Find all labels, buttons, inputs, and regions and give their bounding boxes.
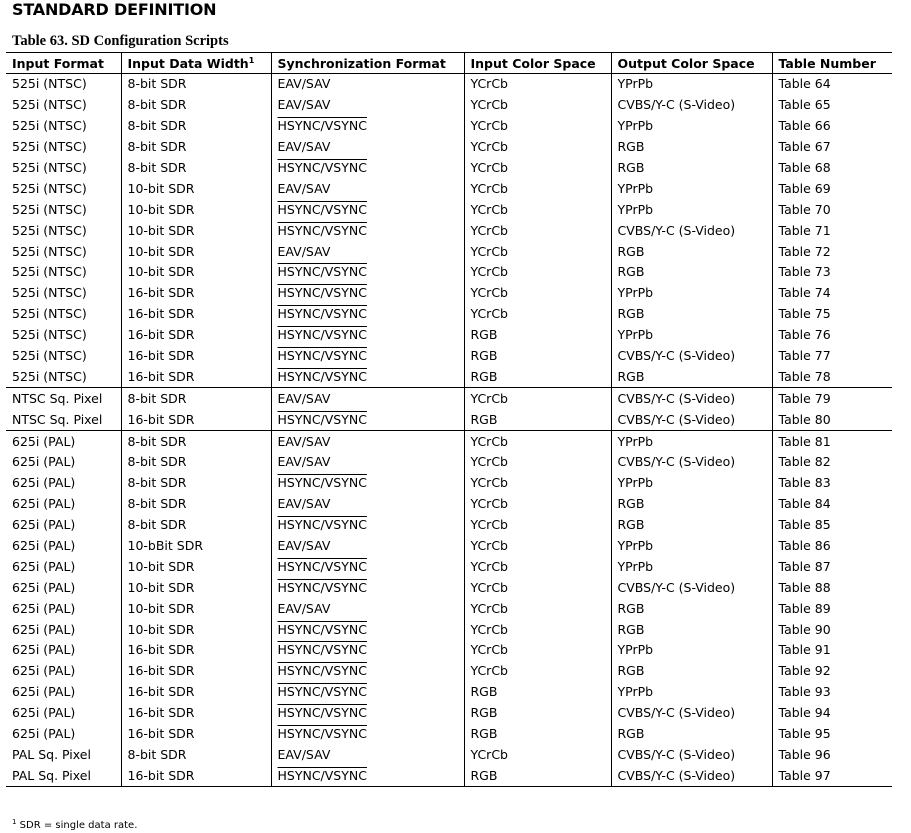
cell-output-color-space: RGB (611, 304, 772, 325)
cell-input-format: 625i (PAL) (12, 642, 76, 658)
cell-input-color-space: YCrCb (464, 388, 611, 409)
cell-input-data-width: 8-bit SDR (121, 515, 271, 536)
table-row (6, 95, 892, 116)
cell-table-number: Table 72 (772, 241, 892, 262)
cell-output-color-space: CVBS/Y-C (S-Video) (611, 220, 772, 241)
cell-output-color-space: YPrPb (611, 178, 772, 199)
footnote (12, 818, 137, 831)
cell-output-color-space: RGB (611, 366, 772, 387)
cell-sync-format: HSYNC/VSYNC (271, 473, 464, 494)
table-row (6, 178, 892, 199)
cell-sync-format: HSYNC/VSYNC (271, 116, 464, 137)
cell-input-color-space: YCrCb (464, 241, 611, 262)
cell-input-format: PAL Sq. Pixel (12, 746, 91, 762)
cell-output-color-space: CVBS/Y-C (S-Video) (611, 765, 772, 786)
cell-input-data-width: 16-bit SDR (121, 703, 271, 724)
cell-input-format: 525i (NTSC) (12, 160, 87, 175)
table-row (6, 74, 892, 95)
cell-input-format: 625i (PAL) (12, 517, 76, 533)
cell-input-format: 525i (NTSC) (12, 243, 87, 259)
table-row (6, 116, 892, 137)
cell-input-color-space: YCrCb (464, 640, 611, 661)
cell-input-color-space: RGB (464, 724, 611, 745)
cell-input-color-space: YCrCb (464, 178, 611, 199)
table-row (6, 724, 892, 745)
cell-table-number: Table 94 (772, 703, 892, 724)
table-row (6, 640, 892, 661)
cell-output-color-space: YPrPb (611, 199, 772, 220)
col-header-input-color-space: Input Color Space (464, 53, 611, 74)
cell-table-number: Table 83 (772, 473, 892, 494)
table-row (6, 262, 892, 283)
cell-sync-format: HSYNC/VSYNC (271, 199, 464, 220)
table-row (6, 661, 892, 682)
table-row (6, 745, 892, 766)
table-row (6, 409, 892, 430)
cell-table-number: Table 69 (772, 178, 892, 199)
cell-sync-format: EAV/SAV (271, 74, 464, 95)
cell-input-data-width: 16-bit SDR (121, 283, 271, 304)
cell-output-color-space: RGB (611, 158, 772, 179)
cell-output-color-space: RGB (611, 494, 772, 515)
cell-output-color-space: YPrPb (611, 325, 772, 346)
table-row (6, 241, 892, 262)
cell-sync-format: EAV/SAV (271, 95, 464, 116)
col-header-sync-format: Synchronization Format (271, 53, 464, 74)
cell-sync-format: HSYNC/VSYNC (271, 765, 464, 786)
cell-output-color-space: CVBS/Y-C (S-Video) (611, 95, 772, 116)
cell-sync-format: HSYNC/VSYNC (271, 682, 464, 703)
cell-table-number: Table 68 (772, 158, 892, 179)
cell-table-number: Table 76 (772, 325, 892, 346)
table-row (6, 473, 892, 494)
cell-input-format: 525i (NTSC) (12, 118, 87, 134)
cell-table-number: Table 81 (772, 431, 892, 452)
cell-output-color-space: RGB (611, 515, 772, 536)
cell-table-number: Table 80 (772, 409, 892, 430)
table-row (6, 388, 892, 409)
cell-input-color-space: YCrCb (464, 619, 611, 640)
cell-input-data-width: 8-bit SDR (121, 494, 271, 515)
cell-input-color-space: RGB (464, 325, 611, 346)
cell-sync-format: EAV/SAV (271, 431, 464, 452)
cell-input-data-width: 10-bit SDR (121, 262, 271, 283)
cell-table-number: Table 93 (772, 682, 892, 703)
cell-sync-format: EAV/SAV (271, 452, 464, 473)
cell-input-color-space: YCrCb (464, 137, 611, 158)
table-row (6, 556, 892, 577)
col-header-input-data-width (121, 53, 271, 74)
cell-input-data-width: 8-bit SDR (121, 116, 271, 137)
cell-input-data-width: 10-bit SDR (121, 577, 271, 598)
table-caption: Table 63. SD Configuration Scripts (12, 33, 229, 49)
cell-input-format: 625i (PAL) (12, 579, 76, 595)
cell-output-color-space: YPrPb (611, 682, 772, 703)
cell-sync-format: HSYNC/VSYNC (271, 304, 464, 325)
cell-table-number: Table 89 (772, 598, 892, 619)
cell-input-data-width: 10-bit SDR (121, 598, 271, 619)
cell-input-color-space: YCrCb (464, 536, 611, 557)
cell-input-color-space: YCrCb (464, 452, 611, 473)
cell-input-format: 525i (NTSC) (12, 139, 87, 155)
table-row (6, 577, 892, 598)
cell-sync-format: EAV/SAV (271, 137, 464, 158)
cell-table-number: Table 64 (772, 74, 892, 95)
cell-input-color-space: YCrCb (464, 116, 611, 137)
table-row (6, 598, 892, 619)
cell-output-color-space: YPrPb (611, 116, 772, 137)
cell-input-data-width: 8-bit SDR (121, 473, 271, 494)
cell-input-color-space: YCrCb (464, 556, 611, 577)
cell-input-format: 525i (NTSC) (12, 264, 87, 280)
cell-sync-format: HSYNC/VSYNC (271, 703, 464, 724)
cell-table-number: Table 87 (772, 556, 892, 577)
cell-input-data-width: 8-bit SDR (121, 452, 271, 473)
col-header-label: Input Data Width (127, 55, 249, 71)
cell-input-color-space: RGB (464, 765, 611, 786)
cell-input-format: 625i (PAL) (12, 663, 76, 679)
cell-input-color-space: YCrCb (464, 494, 611, 515)
cell-output-color-space: YPrPb (611, 473, 772, 494)
cell-input-format: 525i (NTSC) (12, 76, 87, 92)
cell-output-color-space: YPrPb (611, 640, 772, 661)
cell-sync-format: HSYNC/VSYNC (271, 366, 464, 387)
cell-table-number: Table 77 (772, 346, 892, 367)
cell-table-number: Table 84 (772, 494, 892, 515)
cell-output-color-space: RGB (611, 137, 772, 158)
cell-input-format: 525i (NTSC) (12, 348, 87, 364)
cell-output-color-space: CVBS/Y-C (S-Video) (611, 745, 772, 766)
cell-sync-format: EAV/SAV (271, 241, 464, 262)
cell-output-color-space: CVBS/Y-C (S-Video) (611, 346, 772, 367)
table-row (6, 137, 892, 158)
cell-input-data-width: 16-bit SDR (121, 724, 271, 745)
cell-table-number: Table 88 (772, 577, 892, 598)
table-row (6, 283, 892, 304)
cell-sync-format: EAV/SAV (271, 178, 464, 199)
table-row (6, 703, 892, 724)
cell-output-color-space: RGB (611, 661, 772, 682)
table-row (6, 220, 892, 241)
cell-input-data-width: 16-bit SDR (121, 661, 271, 682)
cell-sync-format: HSYNC/VSYNC (271, 661, 464, 682)
table-row (6, 199, 892, 220)
cell-input-color-space: YCrCb (464, 304, 611, 325)
cell-sync-format: EAV/SAV (271, 745, 464, 766)
cell-sync-format: HSYNC/VSYNC (271, 619, 464, 640)
cell-input-format: 625i (PAL) (12, 600, 76, 616)
table-row (6, 325, 892, 346)
col-header-table-number: Table Number (772, 53, 892, 74)
cell-input-data-width: 16-bit SDR (121, 409, 271, 430)
cell-input-format: 625i (PAL) (12, 705, 76, 721)
cell-input-data-width: 16-bit SDR (121, 682, 271, 703)
cell-input-color-space: RGB (464, 366, 611, 387)
cell-input-color-space: RGB (464, 682, 611, 703)
cell-sync-format: HSYNC/VSYNC (271, 556, 464, 577)
footnote-ref: 1 (248, 55, 255, 65)
cell-output-color-space: RGB (611, 262, 772, 283)
cell-input-format: 525i (NTSC) (12, 222, 87, 238)
table-row (6, 366, 892, 387)
cell-output-color-space: YPrPb (611, 283, 772, 304)
cell-input-format: NTSC Sq. Pixel (12, 390, 103, 406)
table-row (6, 158, 892, 179)
cell-input-format: 625i (PAL) (12, 454, 76, 470)
cell-table-number: Table 67 (772, 137, 892, 158)
table-row (6, 619, 892, 640)
cell-table-number: Table 70 (772, 199, 892, 220)
cell-input-format: 625i (PAL) (12, 538, 76, 554)
cell-output-color-space: CVBS/Y-C (S-Video) (611, 703, 772, 724)
cell-input-color-space: YCrCb (464, 95, 611, 116)
table-row (6, 536, 892, 557)
cell-input-data-width: 8-bit SDR (121, 431, 271, 452)
cell-input-data-width: 10-bit SDR (121, 619, 271, 640)
cell-input-color-space: YCrCb (464, 431, 611, 452)
cell-output-color-space: YPrPb (611, 536, 772, 557)
cell-input-color-space: RGB (464, 703, 611, 724)
cell-sync-format: EAV/SAV (271, 536, 464, 557)
cell-sync-format: HSYNC/VSYNC (271, 262, 464, 283)
cell-table-number: Table 71 (772, 220, 892, 241)
cell-table-number: Table 95 (772, 724, 892, 745)
cell-output-color-space: RGB (611, 619, 772, 640)
cell-input-data-width: 16-bit SDR (121, 325, 271, 346)
cell-table-number: Table 97 (772, 765, 892, 786)
table-row (6, 494, 892, 515)
cell-input-format: 625i (PAL) (12, 621, 76, 637)
cell-input-data-width: 10-bit SDR (121, 178, 271, 199)
cell-sync-format: EAV/SAV (271, 388, 464, 409)
cell-output-color-space: YPrPb (611, 431, 772, 452)
cell-input-data-width: 8-bit SDR (121, 74, 271, 95)
cell-input-format: 525i (NTSC) (6, 366, 121, 387)
table-row (6, 452, 892, 473)
cell-sync-format: EAV/SAV (271, 494, 464, 515)
cell-output-color-space: CVBS/Y-C (S-Video) (611, 409, 772, 430)
cell-input-data-width: 16-bit SDR (121, 366, 271, 387)
cell-input-color-space: YCrCb (464, 745, 611, 766)
table-row (6, 682, 892, 703)
footnote-mark: 1 (12, 818, 17, 826)
cell-input-format: NTSC Sq. Pixel (6, 409, 121, 430)
cell-table-number: Table 85 (772, 515, 892, 536)
cell-input-data-width: 16-bit SDR (121, 346, 271, 367)
cell-input-format: 625i (PAL) (12, 496, 76, 512)
cell-input-format: 625i (PAL) (12, 475, 76, 491)
col-header-output-color-space: Output Color Space (611, 53, 772, 74)
cell-table-number: Table 65 (772, 95, 892, 116)
cell-input-data-width: 10-bit SDR (121, 556, 271, 577)
cell-sync-format: HSYNC/VSYNC (271, 220, 464, 241)
cell-input-color-space: YCrCb (464, 661, 611, 682)
cell-input-data-width: 16-bit SDR (121, 304, 271, 325)
cell-sync-format: HSYNC/VSYNC (271, 577, 464, 598)
table-header-row (6, 53, 892, 74)
cell-input-color-space: YCrCb (464, 199, 611, 220)
cell-input-format: 525i (NTSC) (12, 201, 87, 217)
cell-sync-format: HSYNC/VSYNC (271, 325, 464, 346)
cell-input-data-width: 10-bit SDR (121, 199, 271, 220)
cell-sync-format: HSYNC/VSYNC (271, 283, 464, 304)
cell-input-format: 525i (NTSC) (12, 97, 87, 113)
cell-table-number: Table 90 (772, 619, 892, 640)
cell-output-color-space: CVBS/Y-C (S-Video) (611, 452, 772, 473)
cell-table-number: Table 79 (772, 388, 892, 409)
cell-output-color-space: CVBS/Y-C (S-Video) (611, 388, 772, 409)
cell-input-color-space: YCrCb (464, 515, 611, 536)
cell-input-data-width: 16-bit SDR (121, 640, 271, 661)
cell-input-color-space: RGB (464, 409, 611, 430)
cell-input-format: 625i (PAL) (12, 684, 76, 700)
cell-sync-format: HSYNC/VSYNC (271, 515, 464, 536)
footnote-text: SDR = single data rate. (19, 820, 138, 831)
sd-config-table (6, 52, 892, 787)
cell-output-color-space: RGB (611, 241, 772, 262)
cell-sync-format: HSYNC/VSYNC (271, 158, 464, 179)
section-heading: STANDARD DEFINITION (12, 0, 217, 19)
cell-input-data-width: 8-bit SDR (121, 137, 271, 158)
cell-table-number: Table 82 (772, 452, 892, 473)
table-row (6, 515, 892, 536)
cell-sync-format: EAV/SAV (271, 598, 464, 619)
cell-input-data-width: 8-bit SDR (121, 158, 271, 179)
cell-input-data-width: 10-bit SDR (121, 241, 271, 262)
cell-table-number: Table 92 (772, 661, 892, 682)
table-row (6, 304, 892, 325)
cell-sync-format: HSYNC/VSYNC (271, 346, 464, 367)
cell-input-color-space: YCrCb (464, 262, 611, 283)
cell-input-color-space: RGB (464, 346, 611, 367)
cell-table-number: Table 73 (772, 262, 892, 283)
cell-input-data-width: 8-bit SDR (121, 95, 271, 116)
cell-input-format: 525i (NTSC) (12, 306, 87, 322)
cell-input-data-width: 8-bit SDR (121, 388, 271, 409)
cell-table-number: Table 74 (772, 283, 892, 304)
cell-sync-format: HSYNC/VSYNC (271, 640, 464, 661)
cell-output-color-space: RGB (611, 724, 772, 745)
cell-input-color-space: YCrCb (464, 158, 611, 179)
cell-output-color-space: CVBS/Y-C (S-Video) (611, 577, 772, 598)
cell-output-color-space: RGB (611, 598, 772, 619)
cell-input-color-space: YCrCb (464, 283, 611, 304)
cell-table-number: Table 75 (772, 304, 892, 325)
cell-input-color-space: YCrCb (464, 577, 611, 598)
table-row (6, 346, 892, 367)
cell-input-color-space: YCrCb (464, 74, 611, 95)
cell-input-data-width: 10-bit SDR (121, 220, 271, 241)
cell-table-number: Table 91 (772, 640, 892, 661)
cell-input-data-width: 16-bit SDR (121, 765, 271, 786)
cell-output-color-space: YPrPb (611, 556, 772, 577)
table-row (6, 765, 892, 786)
cell-input-data-width: 10-bBit SDR (121, 536, 271, 557)
cell-input-format: 625i (PAL) (12, 726, 76, 742)
cell-input-format: 525i (NTSC) (12, 327, 87, 343)
cell-table-number: Table 96 (772, 745, 892, 766)
cell-input-format: PAL Sq. Pixel (6, 765, 121, 786)
cell-input-data-width: 8-bit SDR (121, 745, 271, 766)
cell-table-number: Table 66 (772, 116, 892, 137)
cell-input-color-space: YCrCb (464, 598, 611, 619)
table-row (6, 431, 892, 452)
cell-table-number: Table 78 (772, 366, 892, 387)
col-header-input-format: Input Format (6, 53, 121, 74)
cell-output-color-space: YPrPb (611, 74, 772, 95)
cell-sync-format: HSYNC/VSYNC (271, 724, 464, 745)
cell-input-format: 625i (PAL) (12, 433, 76, 449)
cell-table-number: Table 86 (772, 536, 892, 557)
cell-input-format: 625i (PAL) (12, 558, 76, 574)
cell-input-format: 525i (NTSC) (12, 180, 87, 196)
cell-input-color-space: YCrCb (464, 473, 611, 494)
cell-sync-format: HSYNC/VSYNC (271, 409, 464, 430)
cell-input-format: 525i (NTSC) (12, 285, 87, 301)
cell-input-color-space: YCrCb (464, 220, 611, 241)
